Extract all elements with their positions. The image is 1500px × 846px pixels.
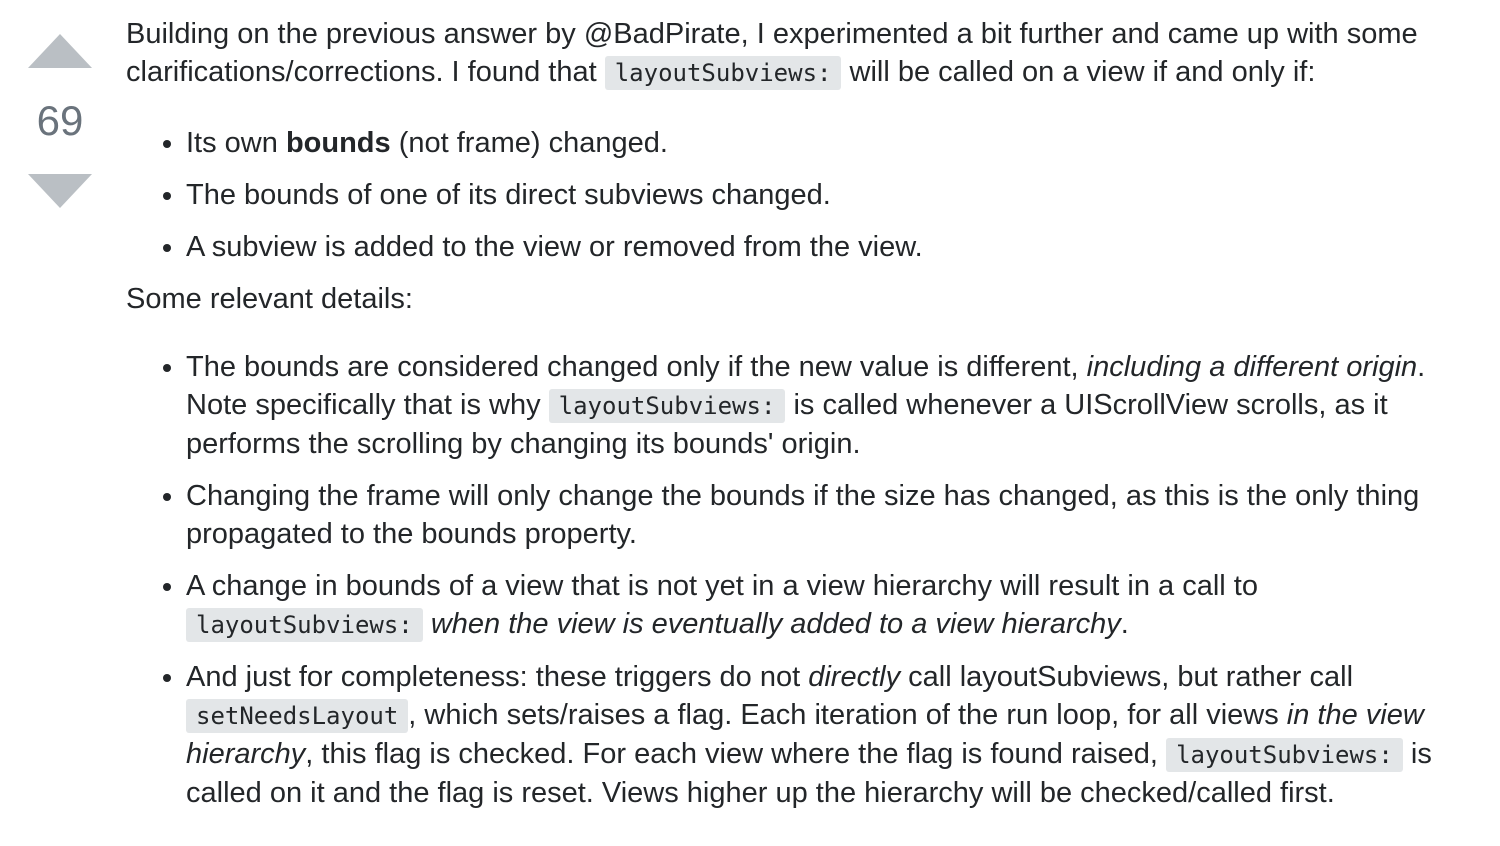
inline-code: layoutSubviews: xyxy=(549,389,786,423)
italic-text: when the view is eventually added to a view hierarchy xyxy=(430,608,1121,640)
details-list xyxy=(126,348,1488,812)
list-item xyxy=(186,658,1488,812)
bold-text: bounds xyxy=(285,127,391,159)
list-item-text: (not frame) changed. xyxy=(390,127,668,159)
list-item xyxy=(186,567,1488,644)
italic-text: directly xyxy=(808,661,901,693)
list-item-text: A change in bounds of a view that is not yet in a view hierarchy will result in a call to xyxy=(186,570,1258,602)
list-item-text: is called on it and the flag is reset. Views higher up the hierarchy will be checked/called first. xyxy=(186,738,1432,809)
list-item xyxy=(186,348,1488,463)
inline-code: layoutSubviews: xyxy=(605,56,842,90)
list-item-text: The bounds are considered changed only if the new value is different, xyxy=(186,351,1087,383)
spacer xyxy=(423,608,431,640)
answer-body xyxy=(126,15,1488,826)
list-item-text: And just for completeness: these triggers do not xyxy=(186,661,809,693)
list-item xyxy=(186,228,1488,266)
list-item-text: Its own xyxy=(186,127,286,159)
inline-code: setNeedsLayout xyxy=(186,699,408,733)
list-item-text: , which sets/raises a flag. Each iteration of the run loop, for all views xyxy=(408,699,1287,731)
vote-count: 69 xyxy=(36,97,84,144)
list-item xyxy=(186,176,1488,214)
list-item-text: Changing the frame will only change the bounds if the size has changed, as this is the only thing propagated to the bounds property. xyxy=(186,480,1420,550)
list-item-text: , this flag is checked. For each view where the flag is found raised, xyxy=(305,738,1167,770)
list-item-text: is called whenever a UIScrollView scrolls, as it performs the scrolling by changing its bounds' origin. xyxy=(186,389,1388,460)
inline-code: layoutSubviews: xyxy=(1166,738,1403,772)
downvote-arrow-icon[interactable] xyxy=(28,174,92,208)
list-item xyxy=(186,124,1488,162)
intro-text-2: will be called on a view if and only if: xyxy=(841,56,1316,88)
list-item-text: . xyxy=(1120,608,1129,640)
list-item-text: The bounds of one of its direct subviews changed. xyxy=(186,179,831,211)
intro-paragraph xyxy=(126,15,1488,92)
italic-text: including a different origin xyxy=(1086,351,1418,383)
details-heading: Some relevant details: xyxy=(126,283,413,315)
italic-text: in the view hierarchy xyxy=(186,699,1424,770)
list-item-text: . Note specifically that is why xyxy=(186,351,1426,421)
conditions-list xyxy=(126,124,1488,266)
inline-code: layoutSubviews: xyxy=(186,608,423,642)
list-item-text: A subview is added to the view or removed from the view. xyxy=(186,231,923,263)
upvote-arrow-icon[interactable] xyxy=(28,34,92,68)
list-item xyxy=(186,477,1488,553)
intro-text-1: Building on the previous answer by @BadPirate, I experimented a bit further and came up with some clarifications/corrections. I found that xyxy=(126,18,1418,88)
list-item-text: call layoutSubviews, but rather call xyxy=(900,661,1354,693)
